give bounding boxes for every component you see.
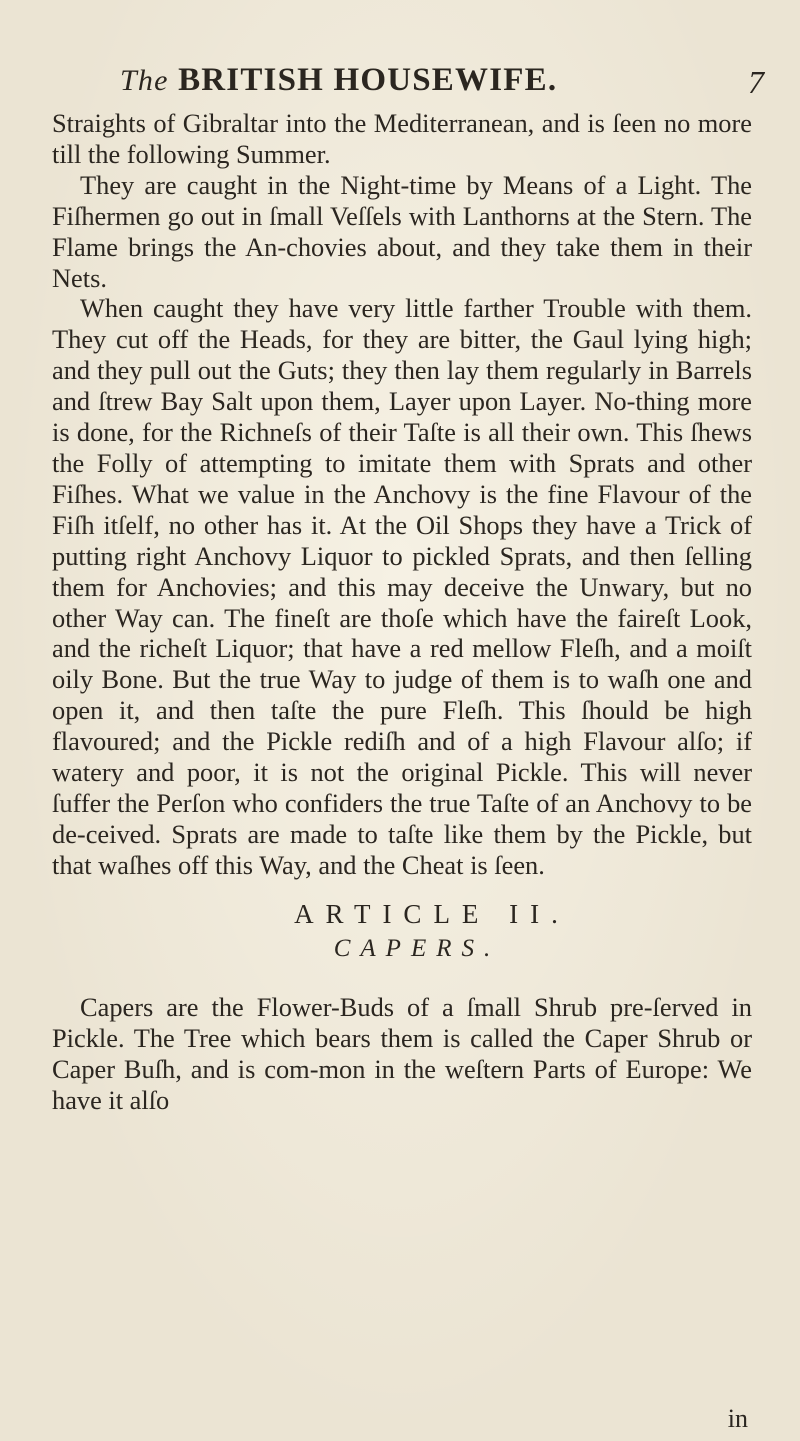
body-text — [52, 108, 752, 1116]
running-title-prefix: The — [120, 64, 169, 97]
paragraph-capers: Capers are the Flower-Buds of a ſmall Shrub pre-ſerved in Pickle. The Tree which bears them is called the Caper Shrub or Caper Buſh, and is com-mon in the weſtern Parts of Europe: We have it alſo — [52, 992, 752, 1116]
running-title-main: BRITISH HOUSEWIFE. — [178, 62, 558, 98]
running-head — [120, 62, 764, 112]
page-number: 7 — [748, 64, 764, 100]
article-heading: ARTICLE II. — [294, 898, 570, 929]
article-subject: CAPERS. — [333, 934, 501, 962]
paragraph-preparation: When caught they have very little farther Trouble with them. They cut off the Heads, for they are bitter, the Gaul lying high; and they pull out the Guts; they then lay them regularly in Barrels and ſtrew Bay Salt upon them, Layer upon Layer. No-thing more is done, for the Richneſs of their Taſte is all their own. This ſhews the Folly of attempting to imitate them with Sprats and other Fiſhes. What we value in the Anchovy is the fine Flavour of the Fiſh itſelf, no other has it. At the Oil Shops they have a Trick of putting right Anchovy Liquor to pickled Sprats, and then ſelling them for Anchovies; and this may deceive the Unwary, but no other Way can. The fineſt are thoſe which have the faireſt Look, and the richeſt Liquor; that have a red mellow Fleſh, and a moiſt oily Bone. But the true Way to judge of them is to waſh one and open it, and then taſte the pure Fleſh. This ſhould be high flavoured; and the Pickle rediſh and of a high Flavour alſo; if watery and poor, it is not the original Pickle. This will never ſuffer the Perſon who confiders the true Taſte of an Anchovy to be de-ceived. Sprats are made to taſte like them by the Pickle, but that waſhes off this Way, and the Cheat is ſeen. — [52, 293, 752, 880]
paragraph-continuation: Straights of Gibraltar into the Mediterranean, and is ſeen no more till the following Summer. — [52, 108, 752, 169]
running-title — [120, 62, 557, 99]
catchword: in — [727, 1404, 748, 1433]
paragraph-night-fishing: They are caught in the Night-time by Means of a Light. The Fiſhermen go out in ſmall Veſſels with Lanthorns at the Stern. The Flame brings the An-chovies about, and they take them in their Nets. — [52, 169, 752, 293]
